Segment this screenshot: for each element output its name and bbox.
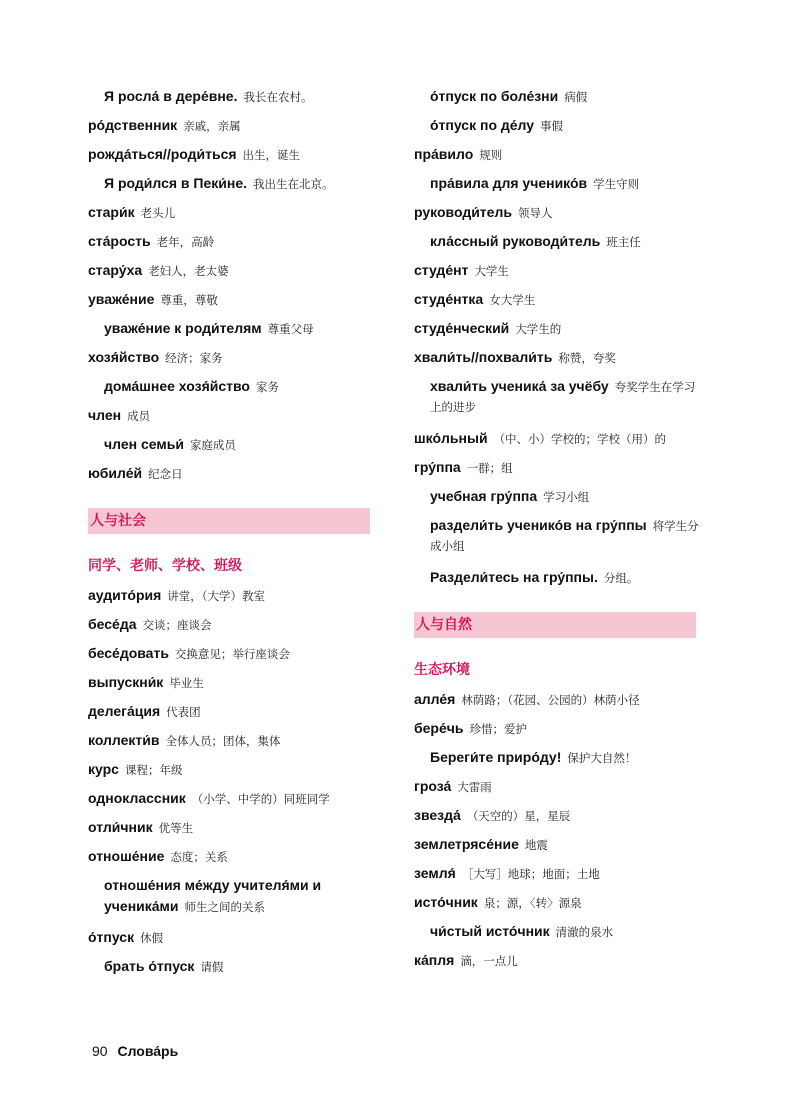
vocab-entry (88, 952, 388, 981)
vocab-entry (88, 198, 388, 227)
chinese-gloss: （天空的）星，星辰 (466, 809, 571, 823)
russian-term: гру́ппа (414, 459, 461, 475)
chinese-gloss: 纪念日 (148, 467, 183, 481)
russian-term: раздели́ть ученико́в на гру́ппы (430, 517, 647, 533)
russian-term: бесе́да (88, 616, 137, 632)
chinese-gloss: 交换意见；举行座谈会 (174, 647, 290, 661)
chinese-gloss: 保护大自然！ (567, 751, 637, 765)
russian-term: стари́к (88, 204, 135, 220)
vocab-entry (414, 424, 704, 453)
russian-term: уваже́ние (88, 291, 155, 307)
left-entries-family (88, 82, 388, 488)
russian-term: член семьи́ (104, 436, 184, 452)
russian-term: студе́нт (414, 262, 469, 278)
vocab-entry (414, 453, 704, 482)
vocab-entry (88, 842, 388, 871)
russian-term: отноше́ния ме́жду учителя́ми и ученика́ми (104, 877, 322, 914)
chinese-gloss: 班主任 (606, 235, 641, 249)
chinese-gloss: 我出生在北京。 (253, 177, 334, 191)
chinese-gloss: 学习小组 (543, 490, 590, 504)
vocab-entry (88, 111, 388, 140)
russian-term: член (88, 407, 122, 423)
vocab-entry (88, 343, 388, 372)
vocab-entry (88, 697, 388, 726)
chinese-gloss: （中、小）学校的；学校（用）的 (493, 432, 667, 446)
vocab-entry (88, 871, 388, 923)
vocab-entry (414, 772, 704, 801)
section-band-society: 人与社会 (88, 508, 370, 534)
chinese-gloss: 交谈；座谈会 (142, 618, 212, 632)
vocab-entry (414, 859, 704, 888)
chinese-gloss: 亲戚，亲属 (183, 119, 241, 133)
russian-term: ста́рость (88, 233, 151, 249)
russian-term: рожда́ться//роди́ться (88, 146, 237, 162)
vocab-entry (414, 111, 704, 140)
vocab-entry (414, 314, 704, 343)
vocab-entry (88, 784, 388, 813)
chinese-gloss: 林荫路；（花园、公园的）林荫小径 (461, 693, 640, 707)
vocab-entry (414, 743, 704, 772)
vocab-entry (88, 813, 388, 842)
section-band-nature: 人与自然 (414, 612, 696, 638)
vocab-entry (414, 511, 704, 563)
vocab-entry (414, 685, 704, 714)
chinese-gloss: 师生之间的关系 (184, 900, 266, 914)
chinese-gloss: 夸奖学生在学习上的进步 (430, 380, 696, 414)
russian-term: учебная гру́ппа (430, 488, 538, 504)
chinese-gloss: 毕业生 (169, 676, 204, 690)
russian-term: хвали́ть ученика́ за учёбу (430, 378, 609, 394)
russian-term: курс (88, 761, 119, 777)
russian-term: бере́чь (414, 720, 464, 736)
vocab-entry (414, 227, 704, 256)
chinese-gloss: 课程；年级 (124, 763, 183, 777)
vocab-entry (414, 256, 704, 285)
chinese-gloss: 一群；组 (466, 461, 513, 475)
vocab-entry (88, 169, 388, 198)
russian-term: аудито́рия (88, 587, 162, 603)
russian-term: ро́дственник (88, 117, 178, 133)
vocab-entry (88, 256, 388, 285)
chinese-gloss: 事假 (540, 119, 564, 133)
russian-term: коллекти́в (88, 732, 160, 748)
vocab-entry (88, 639, 388, 668)
chinese-gloss: 家庭成员 (189, 438, 236, 452)
chinese-gloss: 老妇人，老太婆 (148, 264, 229, 278)
vocab-entry (88, 430, 388, 459)
russian-term: студе́нческий (414, 320, 510, 336)
vocab-entry (414, 563, 704, 592)
russian-term: о́тпуск по де́лу (430, 117, 535, 133)
chinese-gloss: 老头儿 (140, 206, 176, 220)
chinese-gloss: 家务 (255, 380, 279, 394)
chinese-gloss: 经济；家务 (165, 351, 223, 365)
vocab-entry (414, 830, 704, 859)
vocab-entry (88, 82, 388, 111)
subheading-environment: 生态环境 (414, 662, 470, 678)
vocab-entry (88, 726, 388, 755)
russian-term: о́тпуск (88, 929, 135, 945)
chinese-gloss: 大雷雨 (457, 780, 492, 794)
russian-term: ка́пля (414, 952, 455, 968)
vocab-entry (414, 917, 704, 946)
chinese-gloss: 优等生 (158, 821, 194, 835)
russian-term: пра́вила для ученико́в (430, 175, 588, 191)
vocab-entry (414, 82, 704, 111)
chinese-gloss: 将学生分成小组 (430, 519, 699, 553)
russian-term: земля́ (414, 865, 456, 881)
chinese-gloss: 女大学生 (489, 293, 536, 307)
chinese-gloss: 讲堂，（大学）教室 (167, 589, 266, 603)
vocab-entry (414, 801, 704, 830)
russian-term: отноше́ние (88, 848, 165, 864)
vocab-entry (88, 755, 388, 784)
chinese-gloss: 大学生的 (515, 322, 562, 336)
vocab-entry (414, 946, 704, 975)
russian-term: Я росла́ в дере́вне. (104, 88, 238, 104)
russian-term: Береги́те приро́ду! (430, 749, 562, 765)
russian-term: руководи́тель (414, 204, 512, 220)
chinese-gloss: 代表团 (166, 705, 201, 719)
chinese-gloss: 泉；源，〈转〉源泉 (483, 896, 582, 910)
chinese-gloss: 学生守则 (593, 177, 640, 191)
vocab-entry (414, 285, 704, 314)
chinese-gloss: 领导人 (517, 206, 553, 220)
chinese-gloss: 病假 (564, 90, 588, 104)
russian-term: уваже́ние к роди́телям (104, 320, 262, 336)
russian-term: алле́я (414, 691, 456, 707)
chinese-gloss: 滴，一点儿 (460, 954, 518, 968)
vocab-entry (88, 314, 388, 343)
russian-term: гроза́ (414, 778, 452, 794)
vocab-entry (414, 343, 704, 372)
russian-term: хвали́ть//похвали́ть (414, 349, 553, 365)
vocab-entry (414, 198, 704, 227)
left-column (88, 82, 388, 981)
vocab-entry (414, 888, 704, 917)
russian-term: пра́вило (414, 146, 474, 162)
page-number: 90 (92, 1043, 108, 1059)
vocab-entry (414, 169, 704, 198)
page-footer (92, 1043, 178, 1059)
russian-term: о́тпуск по боле́зни (430, 88, 559, 104)
russian-term: чи́стый исто́чник (430, 923, 550, 939)
chinese-gloss: 成员 (127, 409, 151, 423)
russian-term: брать о́тпуск (104, 958, 195, 974)
right-entries-environment (414, 685, 704, 975)
chinese-gloss: 休假 (140, 931, 164, 945)
russian-term: шко́льный (414, 430, 488, 446)
right-column (414, 82, 704, 975)
vocab-entry (88, 227, 388, 256)
russian-term: дома́шнее хозя́йство (104, 378, 250, 394)
vocab-entry (88, 923, 388, 952)
russian-term: отли́чник (88, 819, 153, 835)
chinese-gloss: 清澈的泉水 (555, 925, 614, 939)
chinese-gloss: 分组。 (603, 571, 639, 585)
russian-term: делега́ция (88, 703, 161, 719)
chinese-gloss: 尊重父母 (267, 322, 314, 336)
chinese-gloss: ［大写］地球；地面；土地 (461, 867, 600, 881)
russian-term: Раздели́тесь на гру́ппы. (430, 569, 598, 585)
right-entries-school (414, 82, 704, 592)
russian-term: студе́нтка (414, 291, 484, 307)
russian-term: бесе́довать (88, 645, 169, 661)
subheading-school: 同学、老师、学校、班级 (88, 558, 242, 574)
russian-term: Я роди́лся в Пеки́не. (104, 175, 248, 191)
footer-title: Слова́рь (117, 1043, 179, 1059)
vocab-entry (88, 581, 388, 610)
chinese-gloss: 地震 (524, 838, 548, 852)
russian-term: исто́чник (414, 894, 478, 910)
russian-term: звезда́ (414, 807, 461, 823)
chinese-gloss: 老年，高龄 (156, 235, 215, 249)
vocab-entry (88, 668, 388, 697)
chinese-gloss: 全体人员；团体，集体 (165, 734, 281, 748)
russian-term: кла́ссный руководи́тель (430, 233, 601, 249)
vocab-entry (88, 401, 388, 430)
russian-term: хозя́йство (88, 349, 160, 365)
russian-term: стару́ха (88, 262, 143, 278)
vocab-entry (414, 482, 704, 511)
chinese-gloss: 尊重，尊敬 (160, 293, 218, 307)
russian-term: одноклассник (88, 790, 186, 806)
chinese-gloss: 请假 (200, 960, 224, 974)
vocab-entry (414, 714, 704, 743)
vocab-entry (414, 372, 704, 424)
vocab-entry (88, 140, 388, 169)
vocab-entry (88, 372, 388, 401)
vocab-entry (88, 610, 388, 639)
russian-term: юбиле́й (88, 465, 143, 481)
chinese-gloss: 珍惜；爱护 (469, 722, 528, 736)
chinese-gloss: 称赞，夸奖 (558, 351, 616, 365)
chinese-gloss: 大学生 (474, 264, 509, 278)
chinese-gloss: 规则 (479, 148, 503, 162)
chinese-gloss: 态度；关系 (170, 850, 228, 864)
russian-term: землетрясе́ние (414, 836, 519, 852)
vocab-entry (88, 285, 388, 314)
vocab-entry (414, 140, 704, 169)
left-entries-school (88, 581, 388, 981)
chinese-gloss: 我长在农村。 (243, 90, 313, 104)
chinese-gloss: 出生，诞生 (242, 148, 301, 162)
russian-term: выпускни́к (88, 674, 164, 690)
chinese-gloss: （小学、中学的）同班同学 (191, 792, 330, 806)
vocab-entry (88, 459, 388, 488)
